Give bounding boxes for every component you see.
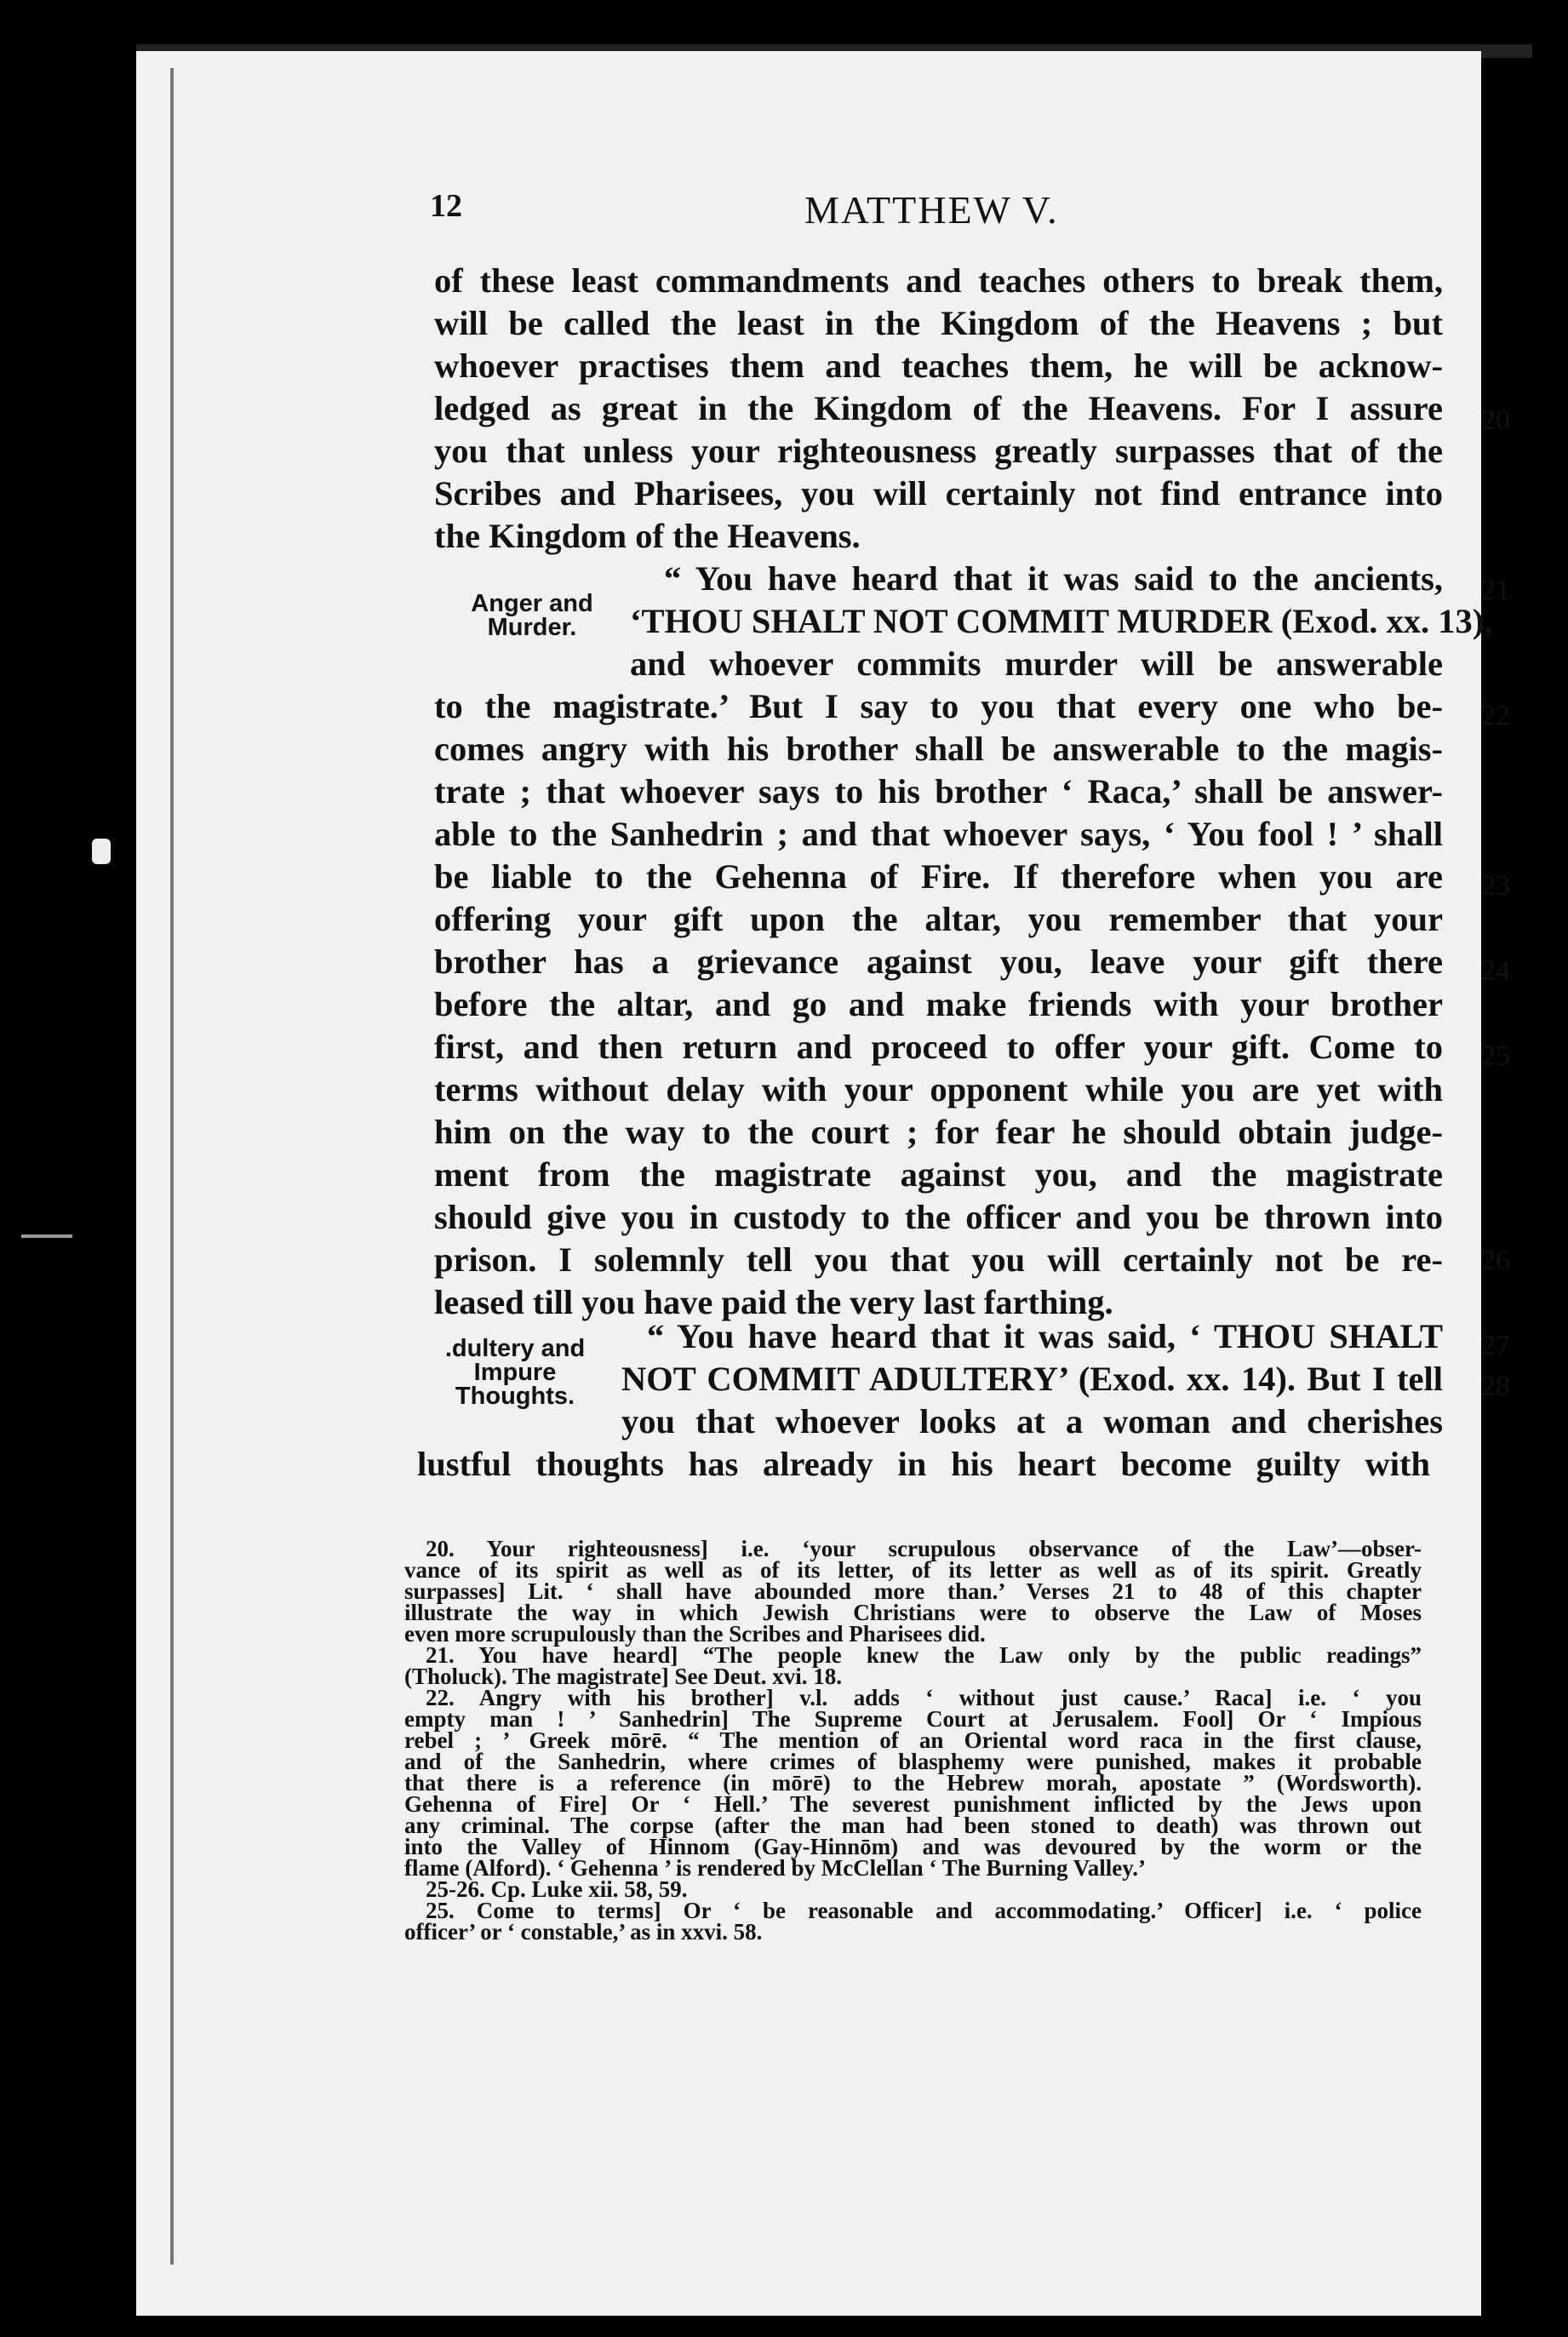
text-line: you that whoever looks at a woman and cherishes <box>621 1402 1443 1441</box>
page-title: MATTHEW V. <box>804 188 1059 232</box>
text-line: brother has a grievance against you, leave your gift there <box>434 942 1443 981</box>
margin-speck <box>21 1234 72 1238</box>
text-line: terms without delay with your opponent while you are yet with <box>434 1070 1443 1108</box>
text-line: him on the way to the court ; for fear he should obtain judge- <box>434 1113 1443 1151</box>
footnote-line: flame (Alford). ‘ Gehenna ’ is rendered by McClellan ‘ The Burning Valley.’ <box>404 1855 1147 1881</box>
text-line: offering your gift upon the altar, you remember that your <box>434 900 1443 938</box>
verse-number: 23 <box>1481 870 1510 902</box>
text-line: lustful thoughts has already in his heart become guilty with <box>417 1445 1430 1483</box>
verse-number: 22 <box>1481 700 1510 731</box>
footnote-line: (Tholuck). The magistrate] See Deut. xvi. 18. <box>404 1664 842 1689</box>
footnote-line: empty man ! ’ Sanhedrin] The Supreme Court at Jerusalem. Fool] Or ‘ Impious <box>404 1706 1422 1732</box>
verse-number: 26 <box>1481 1245 1510 1276</box>
text-line: whoever practises them and teaches them, he will be acknow- <box>434 347 1443 385</box>
verse-number: 27 <box>1481 1330 1510 1361</box>
sidenote-line: Impure <box>473 1359 557 1386</box>
footnote-line: officer’ or ‘ constable,’ as in xxvi. 58. <box>404 1919 763 1945</box>
text-line: will be called the least in the Kingdom of the Heavens ; but <box>434 304 1443 342</box>
margin-speck <box>92 839 111 864</box>
sidenote-anger-murder <box>447 592 617 639</box>
footnote-line: 25. Come to terms] Or ‘ be reasonable and accommodating.’ Officer] i.e. ‘ police <box>426 1898 1422 1923</box>
text-line: “ You have heard that it was said, ‘ THOU SHALT <box>647 1317 1443 1355</box>
footnote-line: surpasses] Lit. ‘ shall have abounded more than.’ Verses 21 to 48 of this chapter <box>404 1578 1422 1604</box>
footnote-line: and of the Sanhedrin, where crimes of blasphemy were punished, makes it probable <box>404 1749 1422 1774</box>
footnote-line: vance of its spirit as well as of its letter, of its letter as well as of its spirit. Greatly <box>404 1557 1422 1583</box>
sidenote-line: .dultery and <box>444 1335 586 1362</box>
text-line: “ You have heard that it was said to the ancients, <box>664 559 1443 598</box>
footnote-line: any criminal. The corpse (after the man had been stoned to death) was thrown out <box>404 1813 1422 1838</box>
footnote-line: that there is a reference (in mōrē) to the Hebrew morah, apostate ” (Wordsworth). <box>404 1770 1422 1796</box>
text-line: comes angry with his brother shall be answerable to the magis- <box>434 730 1443 768</box>
text-line: of these least commandments and teaches others to break them, <box>434 261 1443 300</box>
footnote-line: 21. You have heard] “The people knew the Law only by the public readings” <box>426 1642 1422 1668</box>
text-line: Scribes and Pharisees, you will certainly not find entrance into <box>434 474 1443 513</box>
text-line: ledged as great in the Kingdom of the Heavens. For I assure <box>434 389 1443 427</box>
running-head <box>430 187 1451 238</box>
text-line: the Kingdom of the Heavens. <box>434 517 861 555</box>
sidenote-line: Murder. <box>487 614 577 641</box>
page-number: 12 <box>430 188 462 224</box>
text-line: first, and then return and proceed to offer your gift. Come to <box>434 1028 1443 1066</box>
footnote-line: 25-26. Cp. Luke xii. 58, 59. <box>426 1876 688 1902</box>
text-line: be liable to the Gehenna of Fire. If therefore when you are <box>434 857 1443 896</box>
text-line: ‘THOU SHALT NOT COMMIT MURDER (Exod. xx. 13), <box>630 602 1493 640</box>
text-line: prison. I solemnly tell you that you will certainly not be re- <box>434 1240 1443 1279</box>
text-line: able to the Sanhedrin ; and that whoever says, ‘ You fool ! ’ shall <box>434 815 1443 853</box>
footnote-line: 20. Your righteousness] i.e. ‘your scrupulous observance of the Law’—obser- <box>426 1536 1422 1561</box>
text-line: ment from the magistrate against you, and the magistrate <box>434 1155 1443 1194</box>
footnote-line: into the Valley of Hinnom (Gay-Hinnōm) and was devoured by the worm or the <box>404 1834 1422 1859</box>
sidenote-line: Thoughts. <box>455 1383 575 1410</box>
footnote-line: illustrate the way in which Jewish Christians were to observe the Law of Moses <box>404 1600 1422 1625</box>
text-line: should give you in custody to the officer and you be thrown into <box>434 1198 1443 1236</box>
footnote-line: Gehenna of Fire] Or ‘ Hell.’ The severest punishment inflicted by the Jews upon <box>404 1791 1422 1817</box>
text-line: you that unless your righteousness greatly surpasses that of the <box>434 432 1443 470</box>
text-line: before the altar, and go and make friends with your brother <box>434 985 1443 1023</box>
sidenote-line: Anger and <box>471 590 593 617</box>
text-line: leased till you have paid the very last farthing. <box>434 1283 1113 1321</box>
text-line: to the magistrate.’ But I say to you that every one who be- <box>434 687 1443 725</box>
footnote-line: rebel ; ’ Greek mōrē. “ The mention of an Oriental word raca in the first clause, <box>404 1727 1422 1753</box>
verse-number: 24 <box>1481 955 1510 987</box>
footnote-line: even more scrupulously than the Scribes and Pharisees did. <box>404 1621 986 1647</box>
text-line: and whoever commits murder will be answerable <box>630 644 1443 683</box>
sidenote-adultery <box>426 1337 604 1408</box>
page-gutter-line <box>170 68 174 2265</box>
verse-number: 20 <box>1481 404 1510 436</box>
footnote-line: 22. Angry with his brother] v.l. adds ‘ without just cause.’ Raca] i.e. ‘ you <box>426 1685 1422 1710</box>
verse-number: 21 <box>1481 575 1510 606</box>
verse-number: 25 <box>1481 1040 1510 1072</box>
text-line: trate ; that whoever says to his brother ‘ Raca,’ shall be answer- <box>434 772 1443 811</box>
verse-number: 28 <box>1481 1371 1510 1402</box>
text-line: NOT COMMIT ADULTERY’ (Exod. xx. 14). But I tell <box>621 1360 1443 1398</box>
